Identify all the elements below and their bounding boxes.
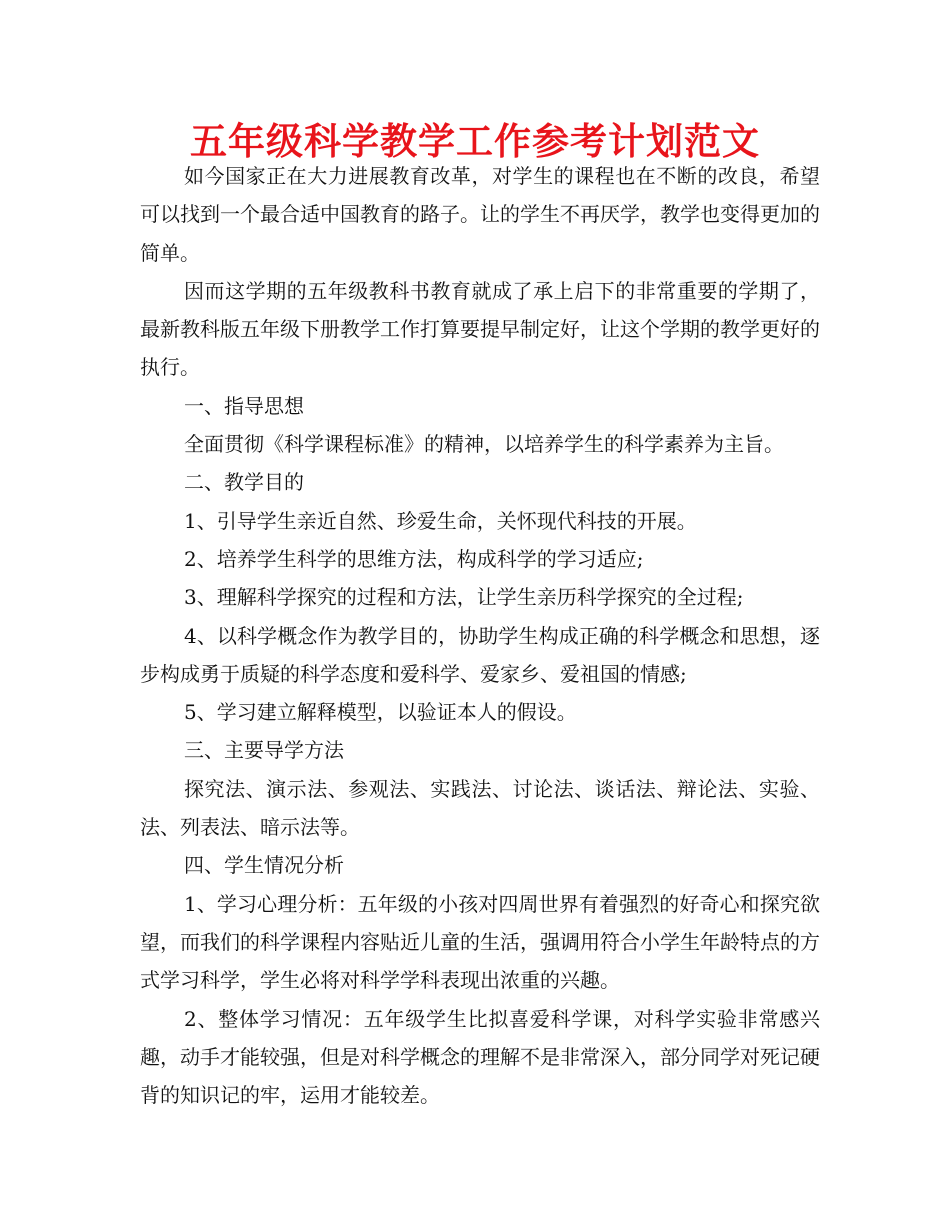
paragraph-guiding-ideology: 全面贯彻《科学课程标准》的精神，以培养学生的科学素养为主旨。 — [184, 432, 784, 457]
document-title: 五年级科学教学工作参考计划范文 — [190, 120, 760, 163]
section-heading-teaching-goals: 二、教学目的 — [184, 470, 304, 495]
paragraph-teaching-methods: 探究法、演示法、参观法、实践法、讨论法、谈话法、辩论法、实验、法、列表法、暗示法等。 — [140, 776, 820, 840]
list-item-goal-3: 3、理解科学探究的过程和方法，让学生亲历科学探究的全过程; — [184, 585, 744, 610]
list-item-analysis-1: 1、学习心理分析：五年级的小孩对四周世界有着强烈的好奇心和探究欲望，而我们的科学课程内容贴近儿童的生活，强调用符合小学生年龄特点的方式学习科学，学生必将对科学学科表现出浓重的兴趣。 — [140, 891, 820, 993]
list-item-goal-2: 2、培养学生科学的思维方法，构成科学的学习适应; — [184, 546, 644, 571]
section-heading-teaching-methods: 三、主要导学方法 — [184, 738, 344, 763]
paragraph-intro-1: 如今国家正在大力进展教育改革，对学生的课程也在不断的改良，希望可以找到一个最合适中国教育的路子。让的学生不再厌学，教学也变得更加的简单。 — [140, 164, 820, 265]
paragraph-intro-2: 因而这学期的五年级教科书教育就成了承上启下的非常重要的学期了，最新教科版五年级下册教学工作打算要提早制定好，让这个学期的教学更好的执行。 — [140, 278, 820, 380]
list-item-goal-4: 4、以科学概念作为教学目的，协助学生构成正确的科学概念和思想，逐步构成勇于质疑的科学态度和爱科学、爱家乡、爱祖国的情感; — [140, 623, 820, 686]
section-heading-guiding-ideology: 一、指导思想 — [184, 393, 304, 418]
section-heading-student-analysis: 四、学生情况分析 — [184, 853, 344, 878]
list-item-goal-1: 1、引导学生亲近自然、珍爱生命，关怀现代科技的开展。 — [184, 508, 697, 533]
document-body — [140, 157, 820, 1114]
list-item-goal-5: 5、学习建立解释模型，以验证本人的假设。 — [184, 700, 577, 725]
list-item-analysis-2: 2、整体学习情况：五年级学生比拟喜爱科学课，对科学实验非常感兴趣，动手才能较强，但是对科学概念的理解不是非常深入，部分同学对死记硬背的知识记的牢，运用才能较差。 — [140, 1006, 820, 1108]
